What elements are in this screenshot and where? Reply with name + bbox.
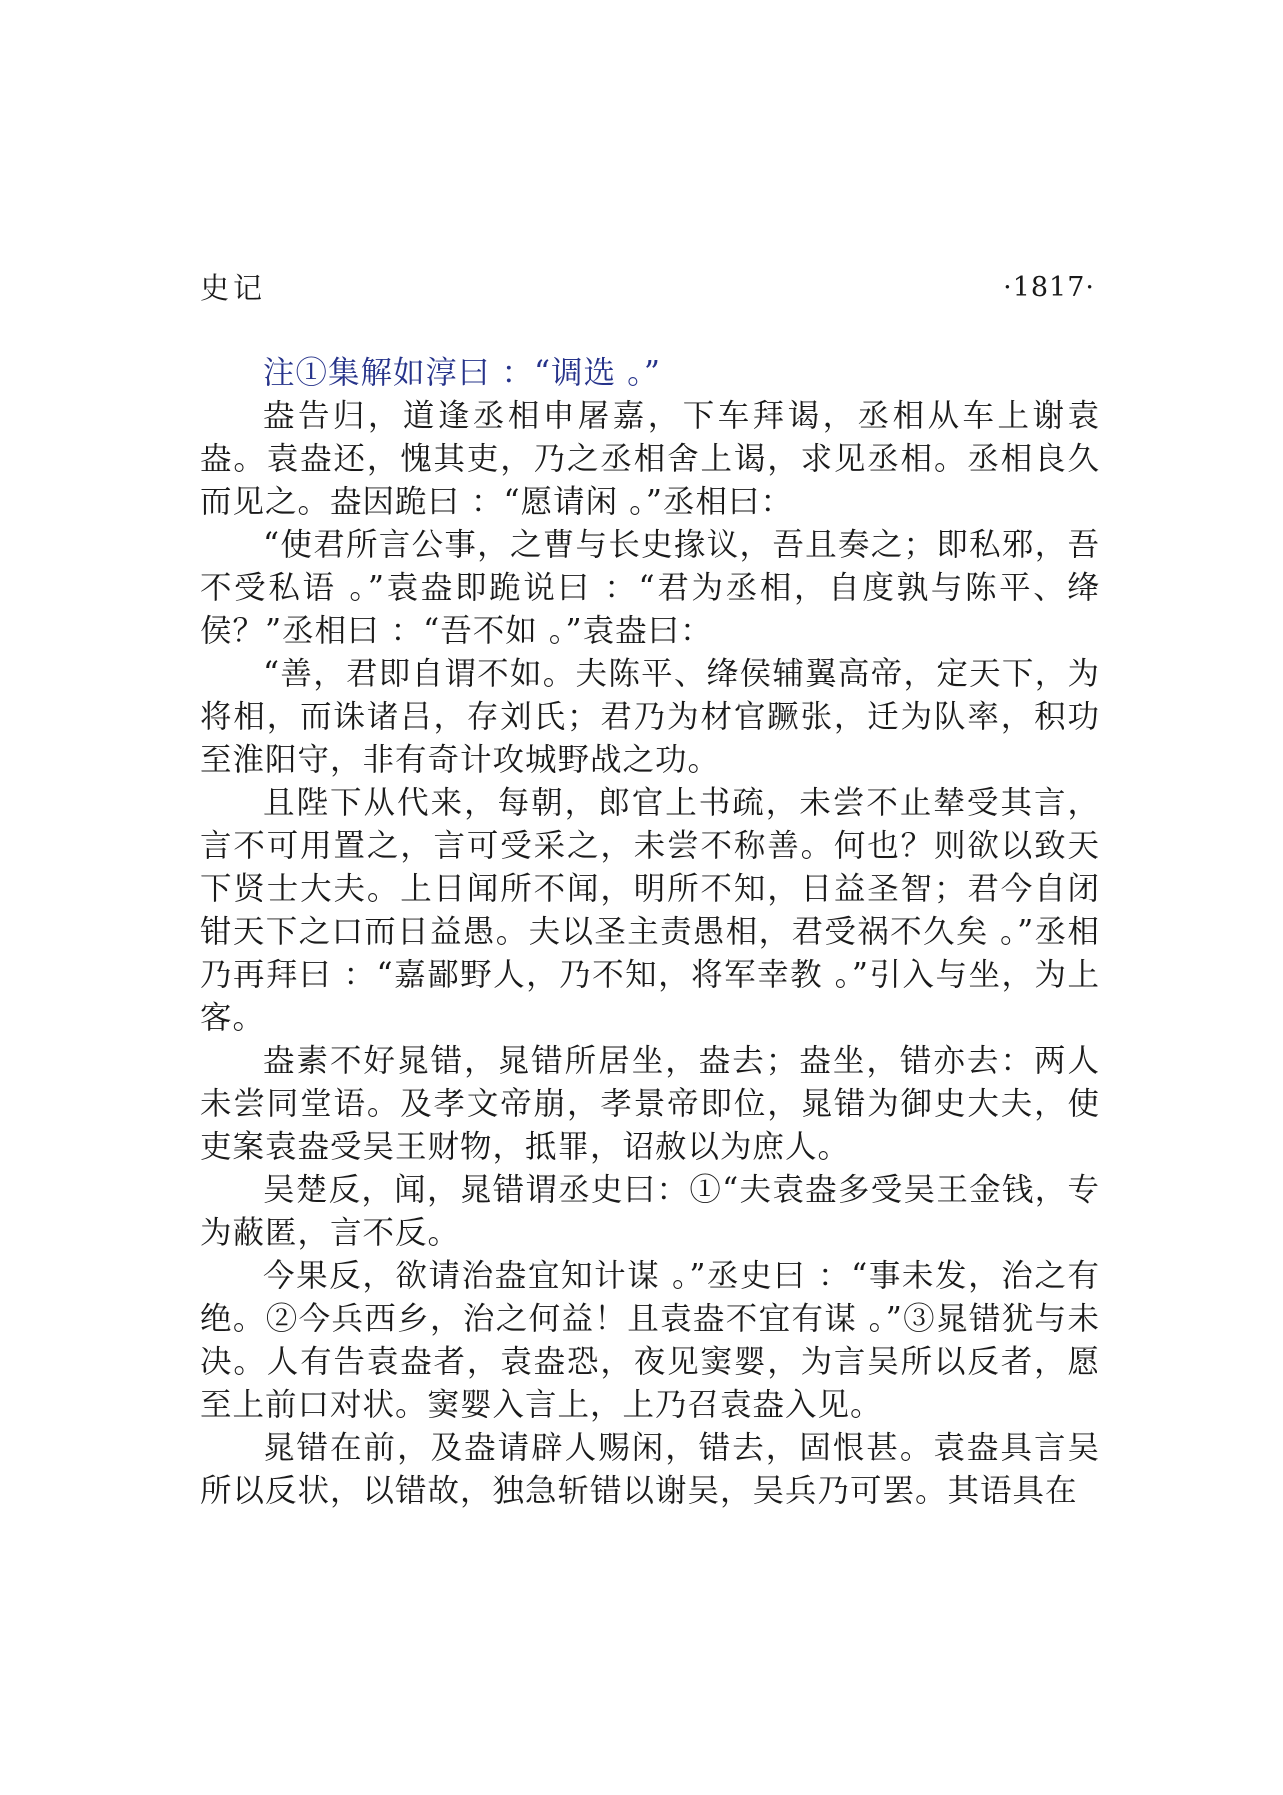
page-header xyxy=(200,268,1095,308)
paragraph: 盎素不好晁错，晁错所居坐，盎去；盎坐，错亦去：两人未尝同堂语。及孝文帝崩，孝景帝即位，晁错为御史大夫，使吏案袁盎受吴王财物，抵罪，诏赦以为庶人。 xyxy=(200,1043,1100,1165)
paragraph: 今果反，欲请治盎宜知计谋 。”丞史曰 ：“事未发，治之有绝。②今兵西乡，治之何益！且袁盎不宜有谋 。”③晁错犹与未决。人有告袁盎者，袁盎恐，夜见窦婴，为言吴所以反者，愿至上前口对状。窦婴入言上，上乃召袁盎入见。 xyxy=(200,1258,1100,1423)
paragraph: “善，君即自谓不如。夫陈平、绛侯辅翼高帝，定天下，为将相，而诛诸吕，存刘氏；君乃为材官蹶张，迁为队率，积功至淮阳守，非有奇计攻城野战之功。 xyxy=(200,656,1100,778)
paragraph: 盎告归，道逢丞相申屠嘉，下车拜谒，丞相从车上谢袁盎。袁盎还，愧其吏，乃之丞相舍上谒，求见丞相。丞相良久而见之。盎因跪曰 ：“愿请闲 。”丞相曰： xyxy=(200,398,1100,520)
paragraph: 吴楚反，闻，晁错谓丞史曰：①“夫袁盎多受吴王金钱，专为蔽匿，言不反。 xyxy=(200,1172,1100,1251)
paragraph: 且陛下从代来，每朝，郎官上书疏，未尝不止辇受其言，言不可用置之，言可受采之，未尝不称善。何也？则欲以致天下贤士大夫。上日闻所不闻，明所不知，日益圣智；君今自闭钳天下之口而日益愚。夫以圣主责愚相，君受祸不久矣 。”丞相乃再拜曰 ：“嘉鄙野人，乃不知，将军幸教 。”引入与坐，为上客。 xyxy=(200,785,1100,1036)
annotation-note: 注①集解如淳曰 ：“调选 。” xyxy=(263,355,661,391)
page-number: ·1817· xyxy=(1003,272,1095,303)
page-body xyxy=(200,352,1100,1513)
paragraph: “使君所言公事，之曹与长史掾议，吾且奏之；即私邪，吾不受私语 。”袁盎即跪说曰 ：“君为丞相，自度孰与陈平、绛侯？”丞相曰 ：“吾不如 。”袁盎曰： xyxy=(200,527,1100,649)
book-title: 史记 xyxy=(200,271,267,305)
paragraph: 晁错在前，及盎请辟人赐闲，错去，固恨甚。袁盎具言吴所以反状，以错故，独急斩错以谢吴，吴兵乃可罢。其语具在 xyxy=(200,1430,1100,1509)
